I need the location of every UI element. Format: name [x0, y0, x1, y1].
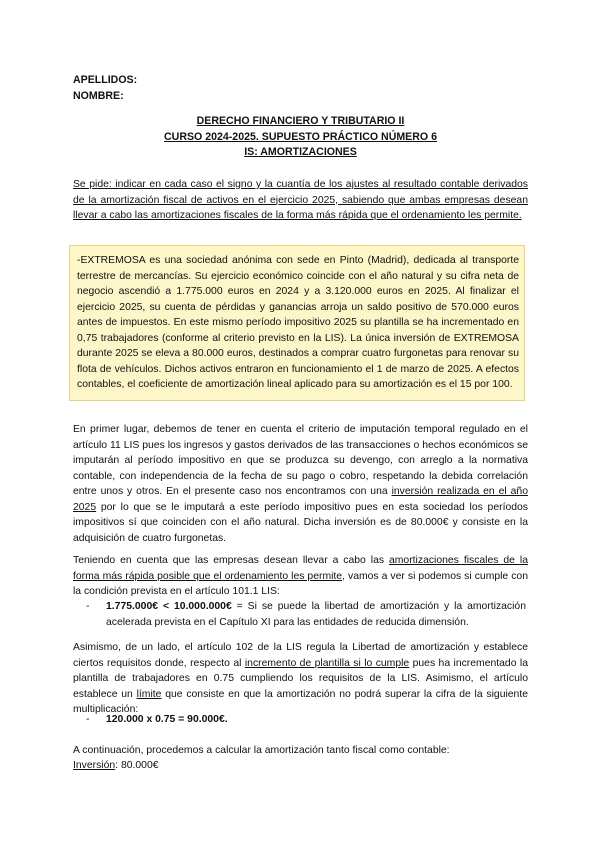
paragraph-imputacion: [73, 422, 528, 546]
paragraph-libertad-amortizacion: [73, 640, 528, 718]
paragraph-libertad-text-c: que consiste en que la amortización no podrá superar la cifra de la siguiente multiplicación:: [73, 688, 529, 715]
incremento-plantilla-underlined: incremento de plantilla si lo cumple: [244, 657, 410, 669]
se-pide-paragraph: Se pide: indicar en cada caso el signo y la cuantía de los ajustes al resultado contable derivados de la amortización fiscal de activos en el ejercicio 2025, sabiendo que ambas empresas desean llevar a cabo las amortizaciones fiscales de la forma más rápida que el ordenamiento les permite.: [73, 179, 528, 221]
bullet-dash: -: [86, 601, 90, 612]
limite-underlined: límite: [136, 688, 162, 700]
inversion-line: [73, 758, 528, 774]
amortizaciones-underlined: amortizaciones fiscales de la forma más rápida posible que el ordenamiento les permite: [73, 555, 528, 582]
bullet-limite-calculo: [86, 712, 526, 728]
paragraph-calculo-intro: A continuación, procedemos a calcular la amortización tanto fiscal como contable:: [73, 745, 450, 756]
paragraph-amortizaciones-text-a: Teniendo en cuenta que las empresas desean llevar a cabo las: [73, 555, 389, 566]
document-title: [73, 114, 528, 161]
bullet-cifra-text: = Si se puede la libertad de amortización y la amortización acelerada prevista en el Capítulo XI para las entidades de reducida dimensión.: [106, 601, 526, 628]
case-statement-text: -EXTREMOSA es una sociedad anónima con sede en Pinto (Madrid), dedicada al transporte terrestre de mercancías. Su ejercicio económico coincide con el año natural y su cifra neta de negocio ascendió a 1.775.000 euros en 2024 y a 3.120.000 euros en 2025. Al finalizar el ejercicio 2025, su cuenta de pérdidas y ganancias arroja un saldo positivo de 570.000 euros antes de impuestos. En este mismo período impositivo 2025 su plantilla se ha incrementado en 0,75 trabajadores (conforme al criterio previsto en la LIS). La única inversión de EXTREMOSA durante 2025 se eleva a 80.000 euros, destinados a comprar cuatro furgonetas para renovar su flota de vehículos. Dichos activos entraron en funcionamiento el 1 de marzo de 2025. A efectos contables, el coeficiente de amortización lineal aplicado para su amortización es el 15 por 100.: [77, 255, 519, 390]
title-course: CURSO 2024-2025. SUPUESTO PRÁCTICO NÚMERO 6: [164, 130, 437, 143]
inversion-2025-underlined: inversión realizada en el año 2025: [73, 486, 528, 513]
inversion-value: : 80.000€: [115, 760, 159, 771]
paragraph-libertad-text-b: pues ha incrementado la plantilla de trabajadores en 0.75 cumpliendo los requisitos de la LIS. Asimismo, el artículo establece un: [73, 657, 528, 700]
paragraph-amortizaciones-text-b: , vamos a ver si podemos si cumple con la condición prevista en el artículo 101.1 LIS:: [73, 570, 528, 597]
inversion-label: Inversión: [73, 760, 116, 771]
title-subject: DERECHO FINANCIERO Y TRIBUTARIO II: [196, 115, 405, 127]
title-topic: IS: AMORTIZACIONES: [244, 146, 357, 158]
apellidos-label: APELLIDOS:: [73, 74, 138, 86]
bullet-dash: -: [86, 714, 90, 725]
bullet-cifra-bold: 1.775.000€ < 10.000.000€: [106, 601, 232, 612]
paragraph-imputacion-text-a: En primer lugar, debemos de tener en cuenta el criterio de imputación temporal regulado en el artículo 11 LIS pues los ingresos y gastos derivados de las transacciones o hechos económicos se imputarán al período impositivo en que se produzca su devengo, con arreglo a la normativa contable, con independencia de la fecha de su pago o cobro, respetando la debida correlación entre unos y otros. En el presente caso nos encontramos con una: [73, 424, 528, 497]
paragraph-amortizaciones: [73, 553, 528, 600]
student-header: [73, 72, 137, 104]
limite-calculo-bold: 120.000 x 0.75 = 90.000€.: [106, 714, 228, 725]
case-statement-box: [69, 245, 525, 401]
bullet-cifra-negocio: [86, 599, 526, 630]
paragraph-libertad-text-a: Asimismo, de un lado, el artículo 102 de la LIS regula la Libertad de amortización y establece ciertos requisitos donde, respecto al: [73, 642, 528, 669]
paragraph-imputacion-text-b: por lo que se le imputará a este período impositivo pues en esta sociedad los períodos impositivos sí que coinciden con el año natural. Dicha inversión es de 80.000€ y consiste en la adquisición de cuatro furgonetas.: [73, 501, 528, 544]
nombre-label: NOMBRE:: [73, 90, 124, 102]
